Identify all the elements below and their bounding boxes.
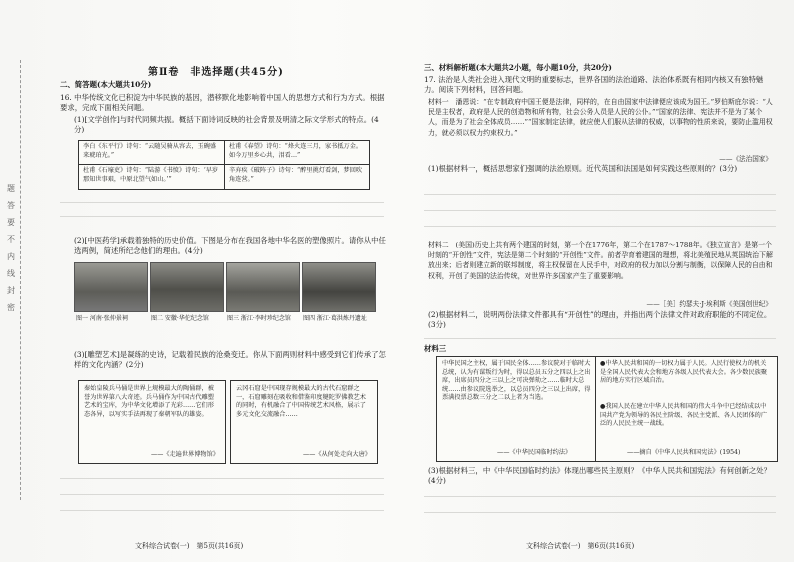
gutter-char: 题 [7,184,15,193]
gutter-char: 封 [7,286,15,295]
gutter-char: 线 [7,269,15,278]
statue-photo [302,262,376,312]
question-17-1: (1)根据材料一，概括思想家们强调的法治原则。近代英国和法国是如何实践这些原则的？(3分) [428,164,738,173]
binding-gutter [4,180,18,440]
question-17-2: (2)根据材料二，说明两份法律文件都具有“开创性”的理由，并指出两个法律文件对政府职能的不同定位。(3分) [428,310,772,330]
quote-box-left [78,380,226,464]
photo-caption: 图一 河南·张仲景祠 [76,315,128,322]
quote-text: 秦始皇陵兵马俑是世界上规模最大的陶俑群，被誉为世界第八大奇迹。兵马俑作为中国古代雕塑艺术的宝库，为中华文化增添了光彩……它们形态各异，以写实手法再现了秦朝军队的雄姿。 [84,385,214,418]
gutter-char: 答 [7,201,15,210]
photo-caption: 图二 安徽·华佗纪念馆 [151,315,209,322]
material-3-table [436,356,778,462]
section-heading: 三、材料解析题(本大题共2小题，每小题10分，共20分) [424,63,612,72]
statue-photo [74,262,148,312]
gutter-char: 不 [7,235,15,244]
page-footer: 文科综合试卷(一) 第5页(共16页) [135,542,244,550]
statue-photo [226,262,300,312]
question-16-2: (2)[中医药学]承载着独特的历史价值。下图是分布在我国各地中华名医的塑像照片。请你从中任选两例，简述所纪念他们的理由。(4分) [74,236,386,256]
material-1: 材料一 潘恩说：“在专制政府中国王便是法律，同样的，在自由国家中法律便应该成为国王。”罗伯斯庇尔说：“人民是主权者，政府是人民的创造物和所有物，社会公务人员是人民的公仆。”“国家的法律、宪法并不是为了某个人，而是为了社会全体成员……”“国家制定法律，就应使人们服从法律的权威，以事物的性质来说，要防止滥用权力，就必须以权力约束权力。” [428,98,773,137]
paper-part-title: 第Ⅱ卷 非选择题(共45分) [148,67,284,78]
binding-line [20,60,21,500]
photo-caption: 图三 浙江·李时珍纪念馆 [227,315,291,322]
material-3-label: 材料三 [424,344,447,353]
material-3-left: 中华民国之主权，属于国民全体……参议院对于临时大总统，认为有谋叛行为时，得以总员五分之四以上之出席，出席员四分之三以上之可决弹劾之……临时大总统……由参议院选举之，以总员四分之三以上出席，得票满投票总数三分之二以上者为当选。 [442,360,591,402]
poem-cell: 杜甫《石壕吏》诗句：“陆游《书愤》诗句：‘早岁那知世事艰，中原北望气如山。’” [83,167,219,183]
page-right [404,0,794,562]
question-16-stem: 16. 中华传统文化已积淀为中华民族的基因，潜移默化地影响着中国人的思想方式和行为方式。根据要求，完成下面相关问题。 [60,93,385,113]
question-17-3: (3)根据材料三，中《中华民国临时约法》体现出哪些民主原则？《中华人民共和国宪法》有何创新之处？(4分) [428,466,772,486]
gutter-char: 要 [7,218,15,227]
material-3-right-source: ——摘自《中华人民共和国宪法》(1954) [627,449,741,456]
quote-source: ——《走遍世界博物馆》 [150,451,219,458]
question-16-3: (3)[雕塑艺术]是凝练的史诗，记载着民族的沧桑变迁。你从下面两则材料中感受到它们传承了怎样的文化内涵？(2分) [74,350,386,370]
gutter-char: 内 [7,252,15,261]
photo-caption: 图四 浙江·葛洪炼丹遗址 [303,315,367,322]
quote-text: 云冈石窟是中国现存规模最大的古代石窟群之一，石窟雕刻在吸收和借鉴印度犍陀罗佛教艺术的同时，有机融合了中国传统艺术风格，展示了多元文化交流融合…… [236,385,366,418]
material-2-source: ——［美］约瑟夫·J·埃利斯《美国创世纪》 [646,300,772,308]
page-footer: 文科综合试卷(一) 第6页(共16页) [526,542,635,550]
gutter-char: 密 [7,303,15,312]
poem-cell: 李白《东平行》诗句：“云随吴骑从容去，玉碗盛来琥珀光。” [83,143,217,159]
question-16-1: (1)[文学创作]与时代同频共振。概括下面诗词反映的社会背景及明清之际文学形式的特点。(4分) [74,115,379,135]
quote-source: ——《从何处走向大唐》 [302,451,371,458]
material-2: 材料二 (美国)历史上共有两个建国的时刻，第一个在1776年，第二个在1787～1788年。《独立宣言》是第一个时刻的“开创性”文件，宪法是第二个时刻的“开创性”文件。前者孕育着建国的理想，将北美殖民地从英国统治下解放出来；后者则建立新的联邦制度，将主权保留在人民手中，对政府的权力加以分割与制衡，以保障人民的自由和权利，开创了美国的法治传统，对世界许多国家产生了重要影响。 [428,241,773,280]
question-17-stem: 17. 法治是人类社会进入现代文明的重要标志，世界各国的法治道路、法治体系既有相同内核又有独特魅力。阅读下列材料，回答问题。 [424,75,764,95]
material-3-left-source: ——《中华民国临时约法》 [497,449,572,456]
poem-cell: 辛弃疾《破阵子》诗句：“醉里挑灯看剑，梦回吹角连营。” [229,167,363,183]
quote-box-right [230,380,378,464]
material-3-right-1: ●中华人民共和国的一切权力属于人民。人民行使权力的机关是全国人民代表大会和地方各级人民代表大会。各少数民族聚居的地方实行区域自治。 [600,360,768,385]
material-3-right-2: ●我国人民在建立中华人民共和国的伟大斗争中已经结成以中国共产党为领导的各民主阶级、各民主党派、各人民团体的广泛的人民民主统一战线。 [600,403,768,428]
poem-cell: 杜甫《春望》诗句：“烽火连三月，家书抵万金。如今万里乡心共，泪看…” [229,143,363,159]
section-heading: 二、简答题(本大题共10分) [60,80,152,89]
material-1-source: ——《法治国家》 [719,155,772,163]
statue-photo [150,262,224,312]
poem-table [78,140,370,190]
